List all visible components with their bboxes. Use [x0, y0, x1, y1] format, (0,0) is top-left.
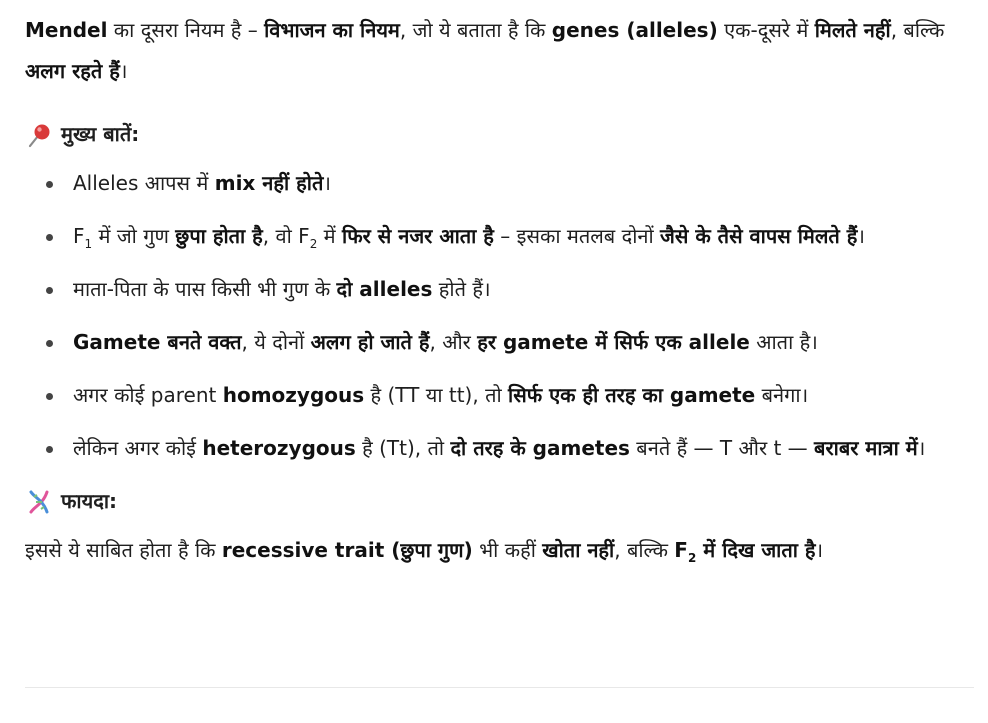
- list-item: Alleles आपस में mix नहीं होते।: [73, 163, 974, 204]
- list-item: लेकिन अगर कोई heterozygous है (Tt), तो दो तरह के gametes बनते हैं — T और t — बराबर मात्रा में।: [73, 428, 974, 469]
- intro-paragraph: Mendel का दूसरा नियम है – विभाजन का नियम, जो ये बताता है कि genes (alleles) एक-दूसरे में मिलते नहीं, बल्कि अलग रहते हैं।: [25, 18, 945, 83]
- divider: [25, 687, 974, 688]
- list-item: अगर कोई parent homozygous है (TT या tt), तो सिर्फ एक ही तरह का gamete बनेगा।: [73, 375, 974, 416]
- key-points-list: [25, 163, 974, 469]
- list-item: माता-पिता के पास किसी भी गुण के दो alleles होते हैं।: [73, 269, 974, 310]
- key-points-heading: मुख्य बातें:: [25, 114, 974, 155]
- benefit-heading: फायदा:: [25, 481, 974, 522]
- dna-icon: [25, 488, 53, 516]
- benefit-paragraph: इससे ये साबित होता है कि recessive trait (छुपा गुण) भी कहीं खोता नहीं, बल्कि $F_2$ में दिख जाता है।: [25, 538, 824, 565]
- pushpin-icon: [25, 121, 53, 149]
- list-item: $F_1$ में जो गुण छुपा होता है, वो $F_2$ में फिर से नजर आता है – इसका मतलब दोनों जैसे के तैसे वापस मिलते हैं।: [73, 216, 974, 257]
- list-item: Gamete बनते वक्त, ये दोनों अलग हो जाते हैं, और हर gamete में सिर्फ एक allele आता है।: [73, 322, 974, 363]
